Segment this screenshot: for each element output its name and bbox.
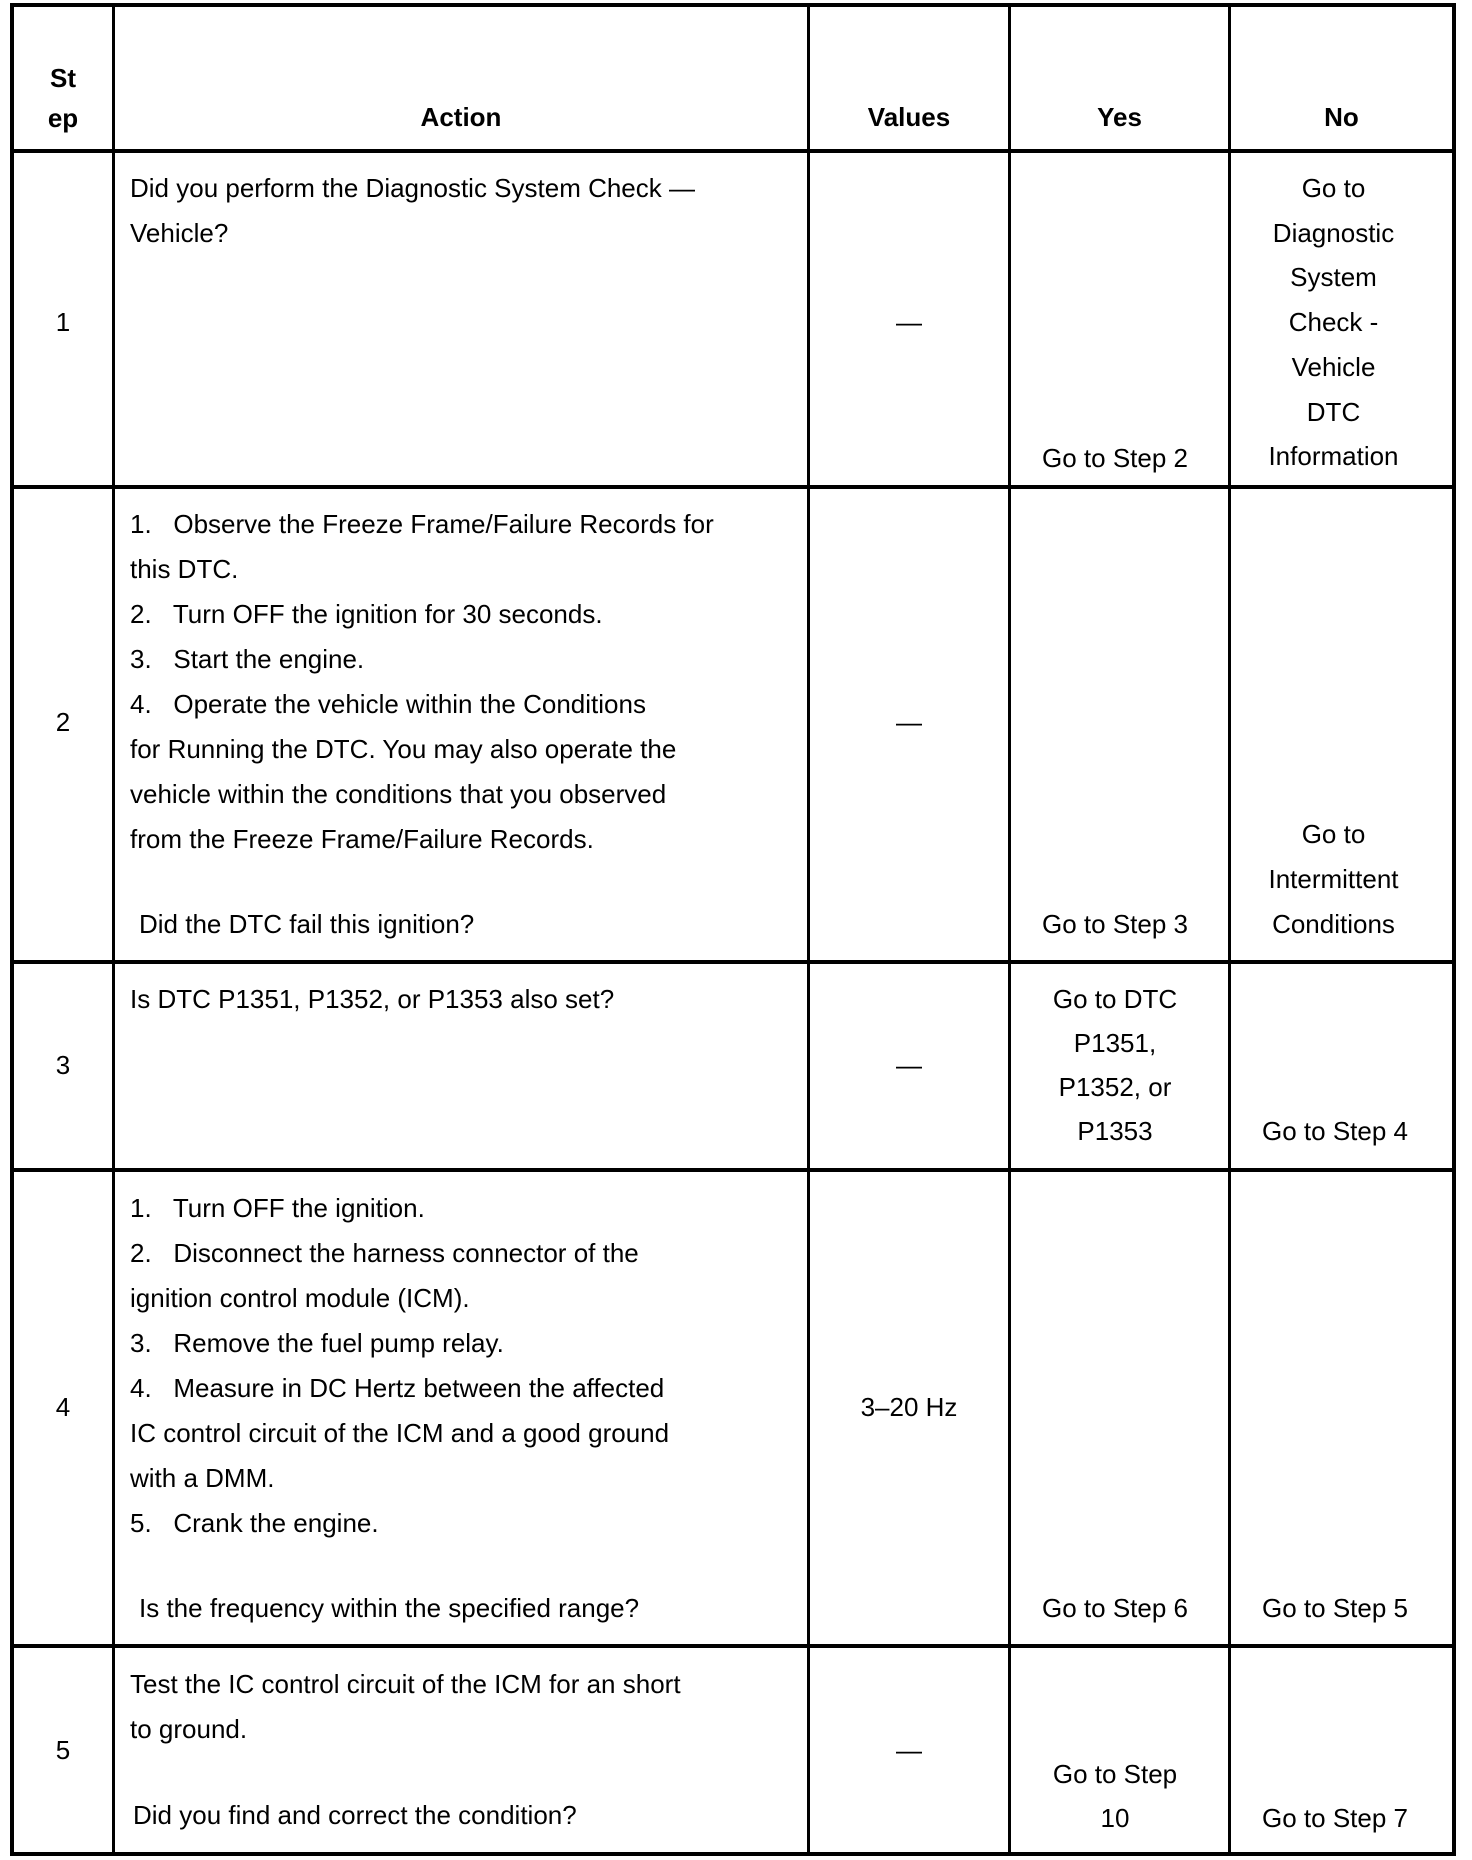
row-divider <box>10 485 1456 489</box>
yes-link-line: P1352, or <box>1058 1072 1172 1102</box>
step-number: 1 <box>55 307 71 337</box>
action-line: IC control circuit of the ICM and a good ground <box>130 1418 670 1448</box>
step-number: 3 <box>55 1050 71 1080</box>
action-line: 1. Observe the Freeze Frame/Failure Records for <box>130 509 714 539</box>
row-divider <box>10 1168 1456 1172</box>
no-link-line: Go to <box>1301 173 1366 203</box>
yes-link-line: Go to DTC <box>1052 984 1178 1014</box>
action-text: Is DTC P1351, P1352, or P1353 also set? <box>130 984 615 1014</box>
no-link-line: Go to <box>1301 819 1366 849</box>
action-steps <box>130 1186 800 1546</box>
step-number: 5 <box>55 1735 71 1765</box>
yes-link[interactable] <box>1011 977 1219 1153</box>
action-line: 5. Crank the engine. <box>130 1508 379 1538</box>
yes-link-line: Go to Step <box>1052 1759 1178 1789</box>
action-line: 2. Disconnect the harness connector of the <box>130 1238 639 1268</box>
no-link-line: System <box>1290 262 1377 293</box>
yes-link-line: P1351, <box>1073 1028 1157 1058</box>
value-text: — <box>896 307 922 337</box>
action-text: Test the IC control circuit of the ICM for an short <box>130 1669 681 1699</box>
action-line: 2. Turn OFF the ignition for 30 seconds. <box>130 599 603 629</box>
no-link[interactable] <box>1231 166 1436 479</box>
action-line: from the Freeze Frame/Failure Records. <box>130 824 594 854</box>
column-divider <box>112 3 115 1856</box>
action-line: with a DMM. <box>130 1463 275 1493</box>
value-text: — <box>896 1050 922 1080</box>
header-no: No <box>1324 102 1359 132</box>
no-link[interactable]: Go to Step 5 <box>1262 1593 1408 1623</box>
yes-link-line: P1353 <box>1077 1116 1153 1146</box>
action-line: ignition control module (ICM). <box>130 1283 470 1313</box>
no-link-line: Intermittent <box>1268 864 1399 894</box>
action-text: Did you perform the Diagnostic System Check — <box>130 173 695 203</box>
action-text: Vehicle? <box>130 218 229 248</box>
no-link-line: Information <box>1268 441 1399 472</box>
action-line: 4. Operate the vehicle within the Conditions <box>130 689 646 719</box>
step-number: 4 <box>55 1392 71 1422</box>
action-line: 3. Start the engine. <box>130 644 365 674</box>
step-number: 2 <box>55 707 71 737</box>
action-question: Did the DTC fail this ignition? <box>139 909 475 939</box>
value-text: — <box>896 1735 922 1765</box>
no-link[interactable]: Go to Step 4 <box>1262 1116 1408 1146</box>
row-divider <box>10 1644 1456 1648</box>
table-border-bottom <box>10 1852 1456 1856</box>
no-link[interactable] <box>1231 812 1436 947</box>
no-link-line: DTC <box>1306 396 1361 427</box>
no-link-line: Diagnostic <box>1272 217 1395 248</box>
action-line: 4. Measure in DC Hertz between the affected <box>130 1373 665 1403</box>
row-divider <box>10 960 1456 964</box>
yes-link[interactable] <box>1011 1752 1219 1840</box>
yes-link[interactable]: Go to Step 3 <box>1042 909 1188 939</box>
yes-link-line: 10 <box>1100 1803 1130 1833</box>
action-question: Is the frequency within the specified range? <box>139 1593 640 1623</box>
action-text: to ground. <box>130 1714 248 1744</box>
yes-link[interactable]: Go to Step 2 <box>1042 443 1188 473</box>
header-values: Values <box>867 102 951 132</box>
header-divider <box>10 149 1456 153</box>
no-link-line: Check - <box>1288 307 1379 338</box>
action-line: for Running the DTC. You may also operate the <box>130 734 677 764</box>
action-line: this DTC. <box>130 554 239 584</box>
column-divider <box>807 3 810 1856</box>
action-line: vehicle within the conditions that you observed <box>130 779 667 809</box>
no-link[interactable]: Go to Step 7 <box>1262 1803 1408 1833</box>
no-link-line: Conditions <box>1272 909 1395 939</box>
table-border-left <box>10 3 14 1856</box>
table-border-right <box>1452 3 1456 1856</box>
value-text: 3–20 Hz <box>860 1392 958 1422</box>
value-text: — <box>896 707 922 737</box>
table-border-top <box>10 3 1456 7</box>
yes-link[interactable]: Go to Step 6 <box>1042 1593 1188 1623</box>
action-line: 3. Remove the fuel pump relay. <box>130 1328 504 1358</box>
header-step-line1: St <box>50 63 76 93</box>
header-action: Action <box>420 102 502 132</box>
action-steps <box>130 502 800 862</box>
no-link-line: Vehicle <box>1291 351 1376 382</box>
action-line: 1. Turn OFF the ignition. <box>130 1193 425 1223</box>
header-step <box>14 58 112 138</box>
action-question: Did you find and correct the condition? <box>133 1800 577 1830</box>
header-yes: Yes <box>1097 102 1142 132</box>
header-step-line2: ep <box>47 103 79 133</box>
